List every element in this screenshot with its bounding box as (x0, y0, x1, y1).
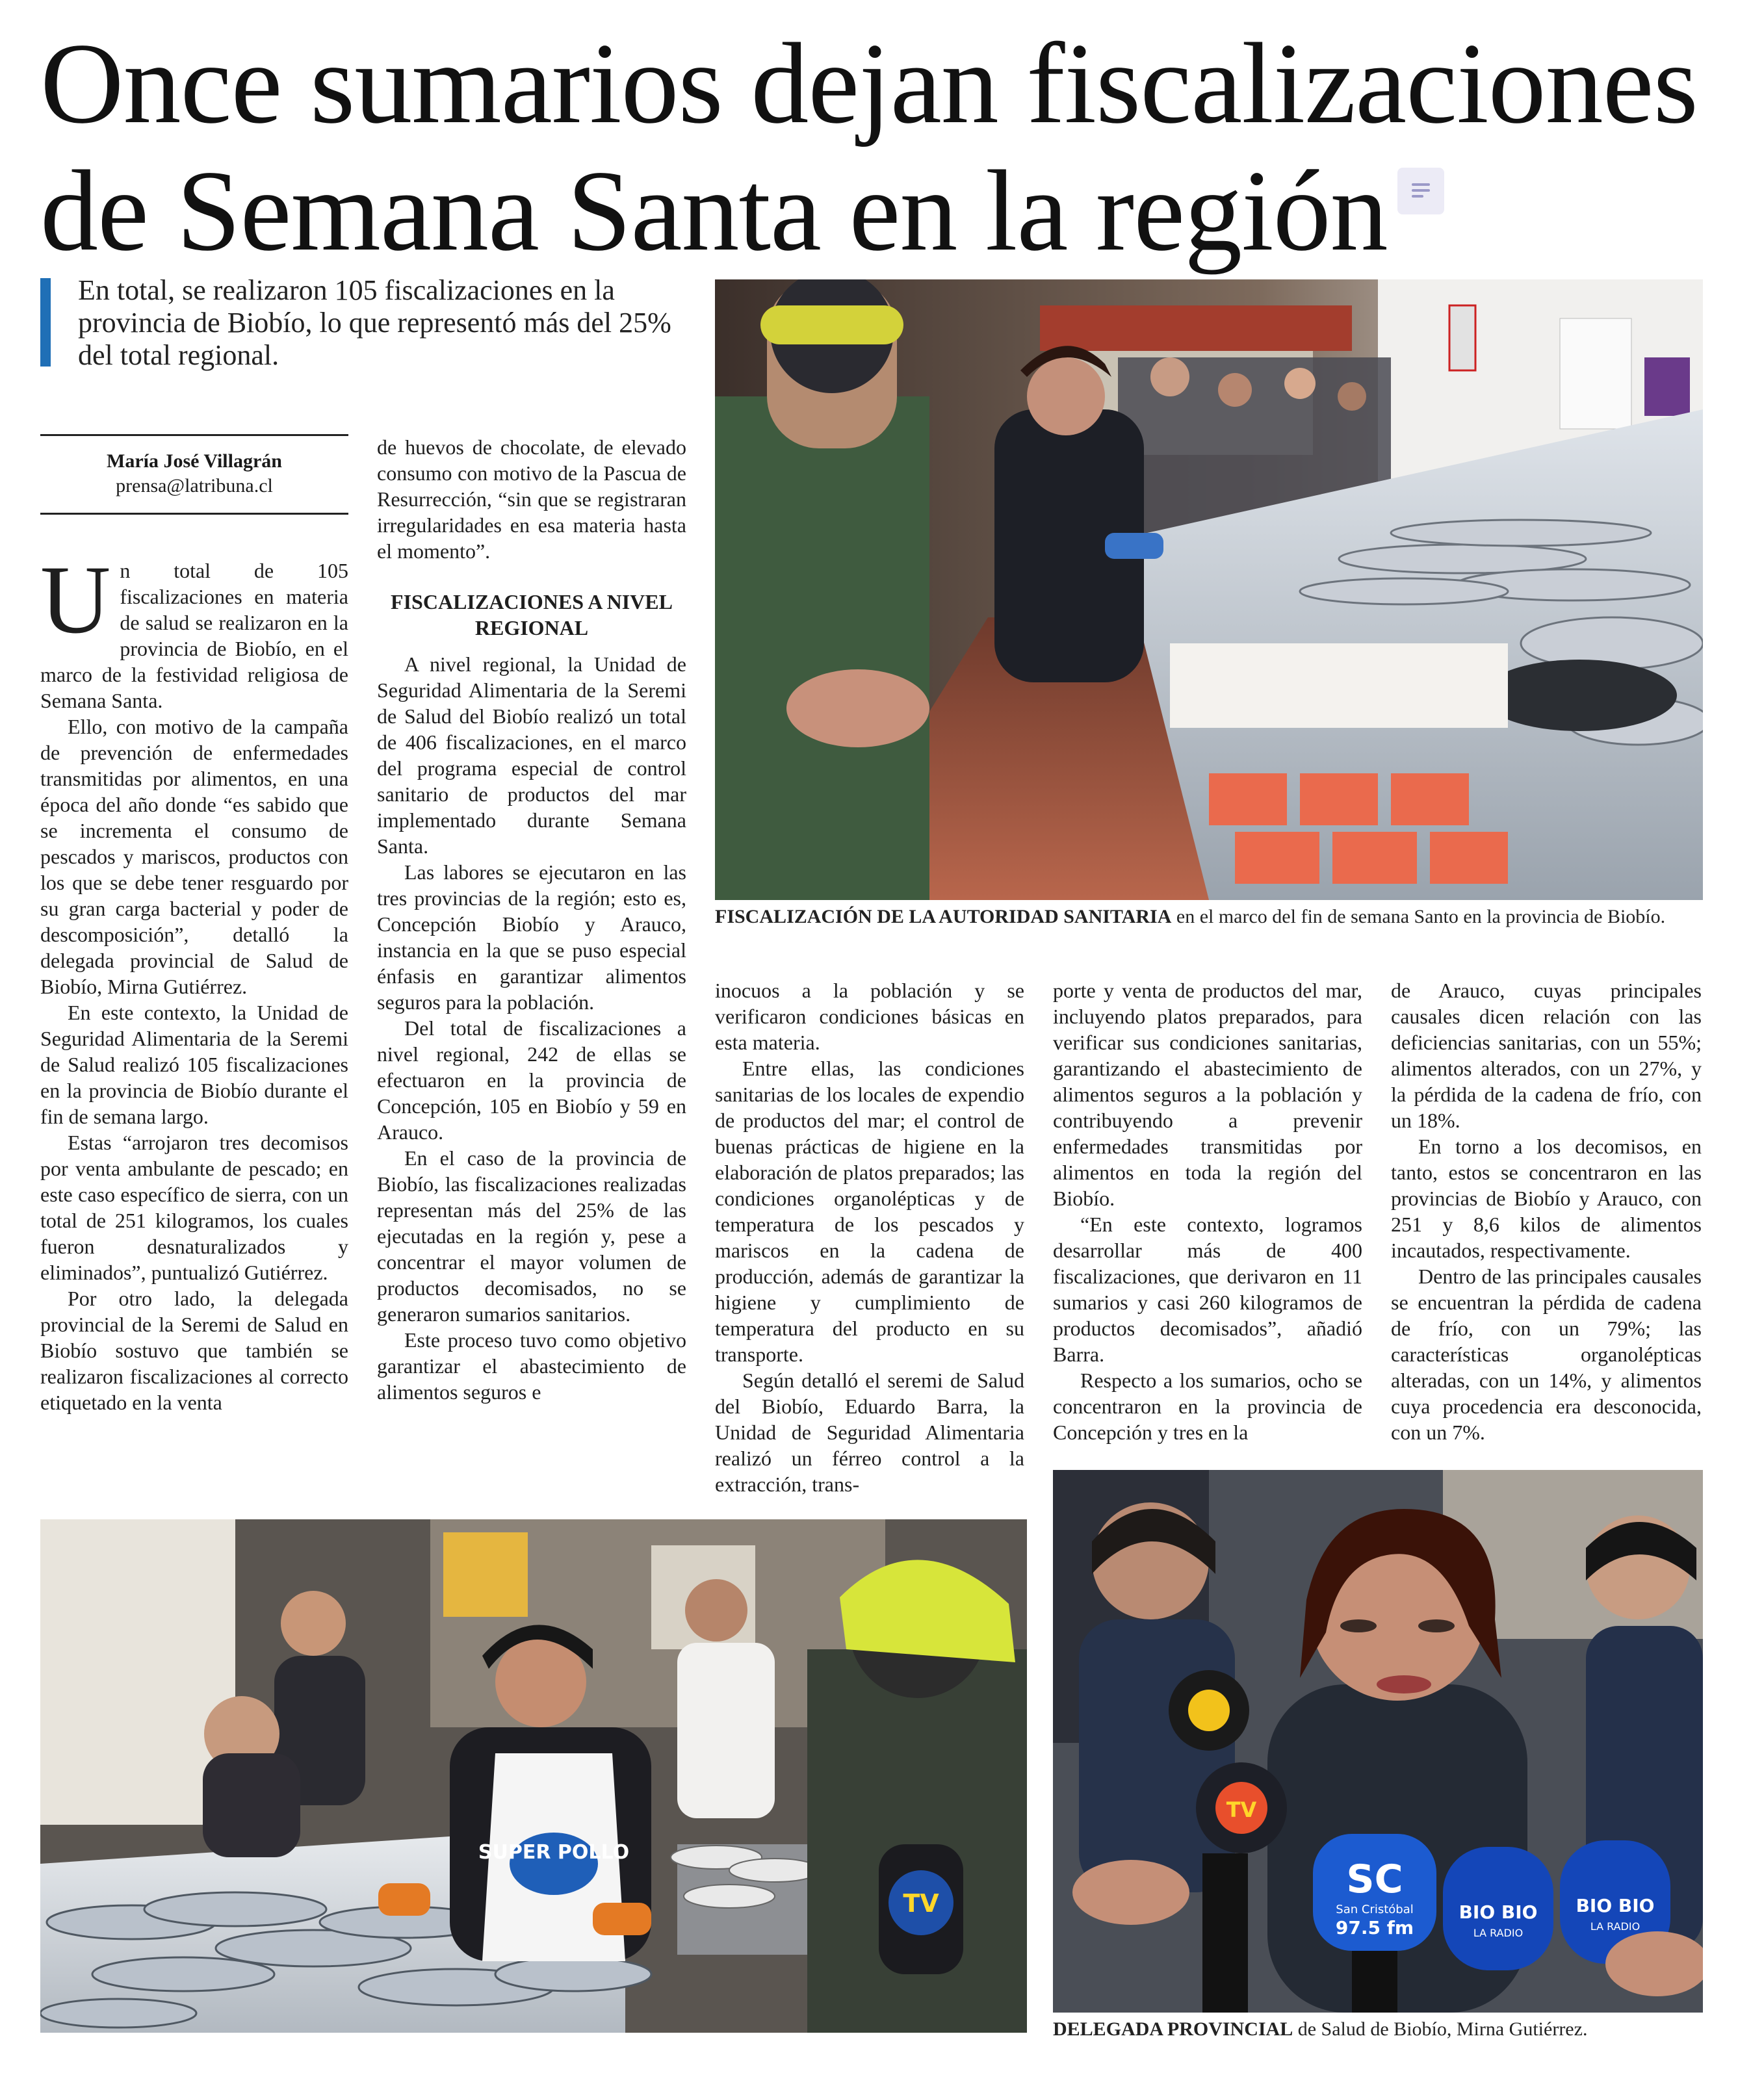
paragraph: de huevos de chocolate, de elevado consumo con motivo de la Pascua de Resurrección, “sin que se registraran irregularidades en esa materia hasta el momento”. (377, 435, 686, 563)
paragraph: inocuos a la población y se verificaron condiciones básicas en esta materia. (715, 979, 1024, 1054)
paragraph: n total de 105 fiscalizaciones en materia de salud se realizaron en la provincia de Biobío, en el marco de la festividad religiosa de Semana Santa. (40, 559, 348, 712)
byline (40, 434, 348, 515)
article-column-4 (1053, 977, 1362, 1445)
paragraph: Estas “arrojaron tres decomisos por venta ambulante de pescado; en este caso específico de sierra, con un total de 251 kilogramos, los cuales fueron desnaturalizados y eliminados”, puntualizó Gutiérrez. (40, 1131, 348, 1284)
headline-line-1: Once sumarios dejan fiscalizaciones (40, 19, 1698, 148)
caption-lead: FISCALIZACIÓN DE LA AUTORIDAD SANITARIA (715, 906, 1172, 927)
lead-paragraph: En total, se realizaron 105 fiscalizaciones en la provincia de Biobío, lo que representó más del 25% del total regional. (78, 274, 671, 371)
paragraph: En el caso de la provincia de Biobío, las fiscalizaciones realizadas representan más del 25% de las ejecutadas en la región y, pese a concentrar el mayor volumen de productos decomisados, no se generaron sumarios sanitarios. (377, 1146, 686, 1326)
mic-logo-text: LA RADIO (1473, 1927, 1524, 1939)
mic-logo-text: BIO BIO (1459, 1901, 1538, 1923)
paragraph: Las labores se ejecutaron en las tres provincias de la región; esto es, Concepción Biobío y Arauco, instancia en la que se puso especial énfasis en garantizar alimentos seguros para la población. (377, 860, 686, 1014)
photo-fish-vendor (40, 1519, 1027, 2033)
paragraph: porte y venta de productos del mar, incluyendo platos preparados, para verificar sus condiciones sanitarias, garantizando el abastecimiento de alimentos seguros a la población y contribuyendo a prevenir enfermedades transmitidas por alimentos en toda la región del Biobío. (1053, 979, 1362, 1210)
caption-lead: DELEGADA PROVINCIAL (1053, 2018, 1293, 2040)
photo-market-inspection (715, 279, 1703, 900)
paragraph: Según detalló el seremi de Salud del Biobío, Eduardo Barra, la Unidad de Seguridad Alimentaria realizó un férreo control a la extracción, trans- (715, 1369, 1024, 1496)
mic-logo-text: San Cristóbal (1336, 1903, 1414, 1916)
paragraph: En torno a los decomisos, en tanto, estos se concentraron en las provincias de Biobío y Arauco, con 251 y 8,6 kilos de alimentos incautados, respectivamente. (1391, 1135, 1702, 1262)
paragraph: Del total de fiscalizaciones a nivel regional, 242 de ellas se efectuaron en la provincia de Concepción, 105 en Biobío y 59 en Arauco. (377, 1016, 686, 1144)
article-column-1 (40, 546, 348, 1415)
photo-caption-3 (1053, 2017, 1703, 2042)
article-column-5 (1391, 977, 1702, 1445)
author-email[interactable]: prensa@latribuna.cl (116, 475, 273, 496)
market-scene-illustration (715, 279, 1703, 900)
caption-text: en el marco del fin de semana Santo en la provincia de Biobío. (1171, 906, 1666, 927)
paragraph: de Arauco, cuyas principales causales dicen relación con las deficiencias sanitarias, con un 55%; alimentos alterados, con un 27%, y la pérdida de la cadena de frío, con un 18%. (1391, 979, 1702, 1132)
subheading: FISCALIZACIONES A NIVEL REGIONAL (391, 590, 673, 639)
photo-caption-1 (715, 905, 1703, 929)
drop-cap: U (40, 546, 111, 654)
mic-logo-text: SC (1346, 1857, 1403, 1902)
mic-logo-text: TV (903, 1889, 939, 1918)
note-icon[interactable] (1397, 168, 1444, 214)
paragraph: Ello, con motivo de la campaña de prevención de enfermedades transmitidas por alimentos, en una época del año donde “es sabido que se incrementa el consumo de pescados y mariscos, productos con los que se debe tener resguardo por su gran carga bacterial y poder de descomposición”, detalló la delegada provincial de Salud de Biobío, Mirna Gutiérrez. (40, 715, 348, 998)
author-name: María José Villagrán (107, 450, 282, 472)
article-column-2 (377, 434, 686, 1405)
press-scene-illustration (1053, 1470, 1703, 2013)
paragraph: Respecto a los sumarios, ocho se concentraron en la provincia de Concepción y tres en la (1053, 1369, 1362, 1444)
caption-text: de Salud de Biobío, Mirna Gutiérrez. (1293, 2018, 1588, 2040)
mic-logo-text: LA RADIO (1590, 1920, 1641, 1933)
paragraph: Dentro de las principales causales se encuentran la pérdida de cadena de frío, con un 79%; las características organolépticas alteradas, con un 14%, y alimentos cuya procedencia era desconocida, con un 7%. (1391, 1265, 1702, 1444)
headline (40, 19, 1743, 274)
article-column-3 (715, 977, 1024, 1497)
paragraph: Por otro lado, la delegada provincial de la Seremi de Salud en Biobío sostuvo que también se realizaron fiscalizaciones al correcto etiquetado en la venta (40, 1287, 348, 1414)
mic-logo-text: 97.5 fm (1335, 1917, 1414, 1938)
apron-brand-text: SUPER POLLO (478, 1841, 630, 1864)
mic-logo-text: TV (1226, 1797, 1257, 1822)
lead-accent-bar (40, 278, 51, 367)
paragraph: “En este contexto, logramos desarrollar más de 400 fiscalizaciones, que derivaron en 11 sumarios y casi 260 kilogramos de productos decomisados”, añadió Barra. (1053, 1213, 1362, 1366)
paragraph: A nivel regional, la Unidad de Seguridad Alimentaria de la Seremi de Salud del Biobío realizó un total de 406 fiscalizaciones, en el marco del programa especial de control sanitario de productos del mar implementado durante Semana Santa. (377, 652, 686, 858)
paragraph: Entre ellas, las condiciones sanitarias de los locales de expendio de productos del mar; el control de buenas prácticas de higiene en la elaboración de platos preparados; las condiciones organolépticas y de temperatura de los pescados y mariscos en la cadena de producción, además de garantizar la higiene y cumplimiento de temperatura del producto en su transporte. (715, 1057, 1024, 1366)
paragraph: Este proceso tuvo como objetivo garantizar el abastecimiento de alimentos seguros e (377, 1328, 686, 1404)
mic-logo-text: BIO BIO (1576, 1895, 1655, 1916)
photo-delegate-press (1053, 1470, 1703, 2013)
paragraph: En este contexto, la Unidad de Seguridad Alimentaria de la Seremi de Salud realizó 105 fiscalizaciones en la provincia de Biobío durante el fin de semana largo. (40, 1001, 348, 1128)
headline-line-2: de Semana Santa en la región (40, 146, 1388, 275)
vendor-scene-illustration (40, 1519, 1027, 2033)
